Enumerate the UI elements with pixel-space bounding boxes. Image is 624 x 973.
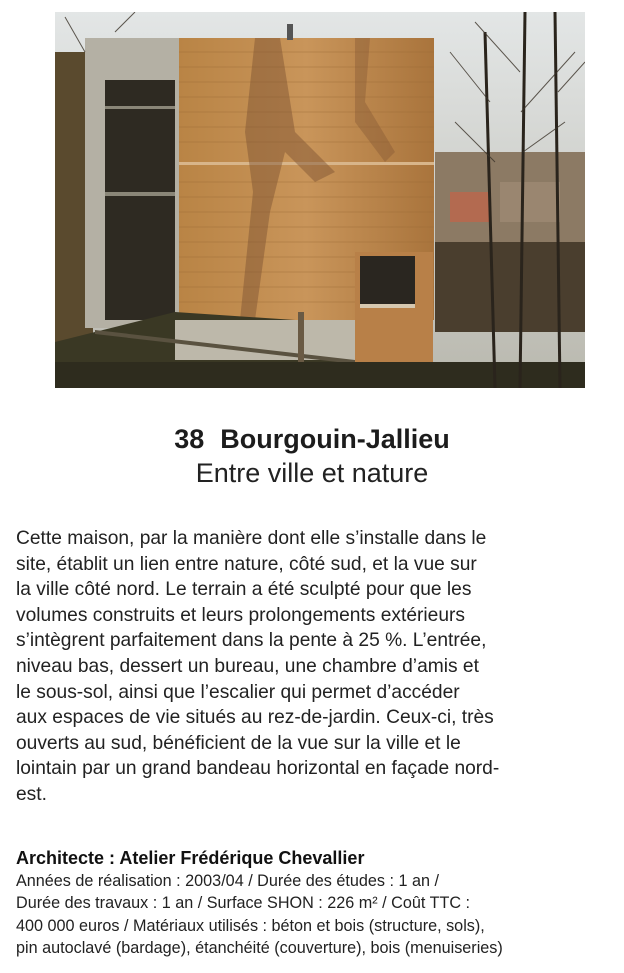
details-line: Années de réalisation : 2003/04 / Durée des études : 1 an / [16,872,439,890]
article-heading [0,422,624,490]
article-title [0,422,624,456]
house-illustration [55,12,585,388]
details-line: 400 000 euros / Matériaux utilisés : béton et bois (structure, sols), [16,916,485,935]
details-line: pin autoclavé (bardage), étanchéité (couverture), bois (menuiseries) [16,938,503,957]
body-line: lointain par un grand bandeau horizontal en façade nord- [16,758,500,780]
body-line: aux espaces de vie situés au rez-de-jardin. Ceux-ci, très [16,707,494,729]
details-line: Durée des travaux : 1 an / Surface SHON : 226 m² / Coût TTC : [16,894,471,913]
project-credits [16,846,620,959]
body-line: site, établit un lien entre nature, côté sud, et la vue sur [16,553,477,575]
architect-line: Architecte : Atelier Frédérique Chevallier [16,848,365,868]
article-number: 38 [174,424,205,454]
body-line: niveau bas, dessert un bureau, une chambre d’amis et [16,655,479,677]
article-place: Bourgouin-Jallieu [220,424,450,454]
body-line: la ville côté nord. Le terrain a été sculpté pour que les [16,579,472,601]
project-details [16,870,620,959]
article-body [16,526,614,808]
body-line: ouverts au sud, bénéficient de la vue sur la ville et le [16,732,461,754]
body-line: le sous-sol, ainsi que l’escalier qui permet d’accéder [16,681,460,703]
article-subtitle: Entre ville et nature [195,458,429,488]
body-line: Cette maison, par la manière dont elle s’installe dans le [16,528,487,549]
body-line: est. [16,783,47,805]
house-photo [55,12,585,388]
body-line: volumes construits et leurs prolongements extérieurs [16,604,465,626]
body-line: s’intègrent parfaitement dans la pente à 25 %. L’entrée, [16,630,487,652]
